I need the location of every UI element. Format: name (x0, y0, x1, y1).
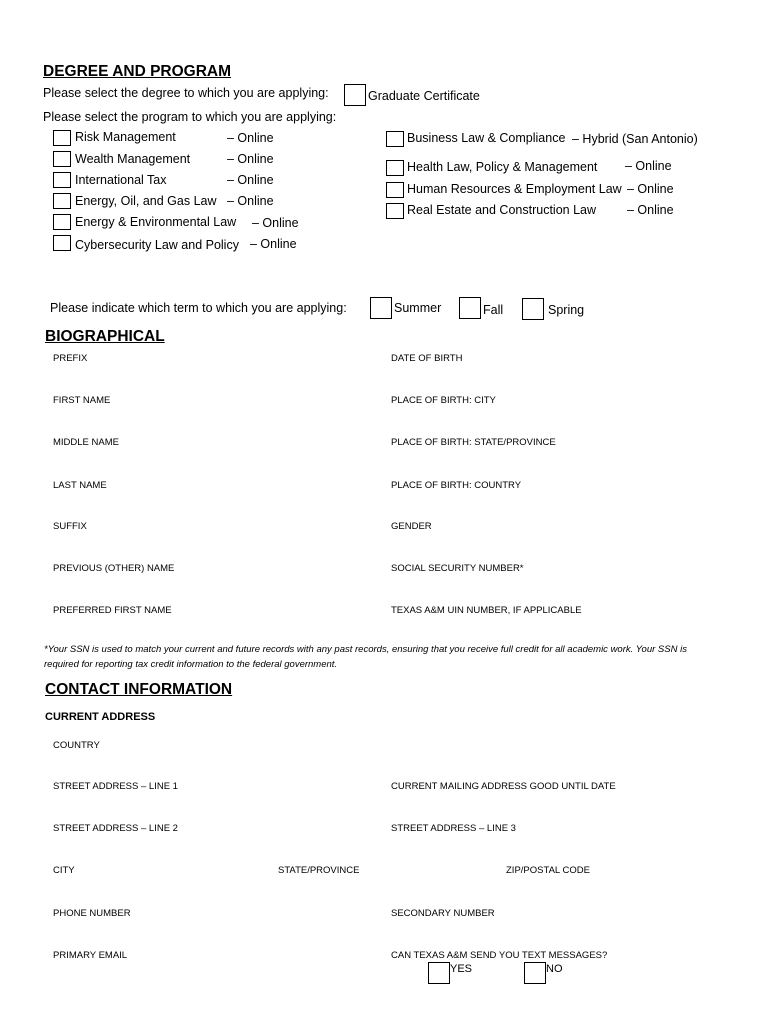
program-label: International Tax (75, 173, 167, 187)
first-name-field-label: FIRST NAME (53, 395, 111, 406)
text-messages-prompt: CAN TEXAS A&M SEND YOU TEXT MESSAGES? (391, 950, 608, 961)
uin-field-label: TEXAS A&M UIN NUMBER, IF APPLICABLE (391, 605, 582, 616)
gender-field-label: GENDER (391, 521, 432, 532)
program-checkbox-business-law[interactable] (386, 131, 404, 147)
biographical-heading: BIOGRAPHICAL (45, 328, 165, 345)
program-checkbox-human-resources[interactable] (386, 182, 404, 198)
term-checkbox-spring[interactable] (522, 298, 544, 320)
phone-field-label: PHONE NUMBER (53, 908, 131, 919)
text-no-checkbox[interactable] (524, 962, 546, 984)
birth-state-field-label: PLACE OF BIRTH: STATE/PROVINCE (391, 437, 556, 448)
program-suffix: – Online (627, 203, 674, 217)
term-prompt: Please indicate which term to which you are applying: (50, 301, 347, 315)
program-suffix: – Online (227, 194, 274, 208)
birth-city-field-label: PLACE OF BIRTH: CITY (391, 395, 496, 406)
term-label-fall: Fall (483, 303, 504, 317)
program-label: Cybersecurity Law and Policy (75, 238, 239, 252)
street-line1-field-label: STREET ADDRESS – LINE 1 (53, 781, 178, 792)
program-label: Wealth Management (75, 152, 191, 166)
date-of-birth-field-label: DATE OF BIRTH (391, 353, 463, 364)
street-line3-field-label: STREET ADDRESS – LINE 3 (391, 823, 516, 834)
program-label: Real Estate and Construction Law (407, 203, 596, 217)
program-checkbox-real-estate[interactable] (386, 203, 404, 219)
text-no-label: NO (546, 963, 563, 975)
program-checkbox-wealth-management[interactable] (53, 151, 71, 167)
program-suffix: – Online (627, 182, 674, 196)
term-label-spring: Spring (548, 303, 585, 317)
program-label: Risk Management (75, 130, 176, 144)
term-checkbox-fall[interactable] (459, 297, 481, 319)
program-checkbox-energy-environmental[interactable] (53, 214, 71, 230)
degree-program-heading: DEGREE AND PROGRAM (43, 63, 232, 80)
term-label-summer: Summer (394, 301, 442, 315)
suffix-field-label: SUFFIX (53, 521, 87, 532)
program-label: Business Law & Compliance (407, 131, 566, 145)
text-yes-checkbox[interactable] (428, 962, 450, 984)
program-suffix: – Online (227, 152, 274, 166)
ssn-field-label: SOCIAL SECURITY NUMBER* (391, 563, 524, 574)
program-label: Human Resources & Employment Law (407, 182, 622, 196)
program-checkbox-international-tax[interactable] (53, 172, 71, 188)
preferred-first-name-field-label: PREFERRED FIRST NAME (53, 605, 172, 616)
address-good-until-field-label: CURRENT MAILING ADDRESS GOOD UNTIL DATE (391, 781, 616, 792)
last-name-field-label: LAST NAME (53, 480, 107, 491)
state-province-field-label: STATE/PROVINCE (278, 865, 360, 876)
program-checkbox-health-law[interactable] (386, 160, 404, 176)
city-field-label: CITY (53, 865, 75, 876)
secondary-number-field-label: SECONDARY NUMBER (391, 908, 495, 919)
birth-country-field-label: PLACE OF BIRTH: COUNTRY (391, 480, 522, 491)
prefix-field-label: PREFIX (53, 353, 88, 364)
program-suffix: – Online (252, 216, 299, 230)
program-label: Energy & Environmental Law (75, 215, 237, 229)
graduate-certificate-label: Graduate Certificate (368, 89, 480, 103)
program-checkbox-energy-oil-gas[interactable] (53, 193, 71, 209)
program-label: Health Law, Policy & Management (407, 160, 598, 174)
country-field-label: COUNTRY (53, 740, 100, 751)
degree-prompt: Please select the degree to which you are applying: (43, 86, 329, 100)
program-suffix: – Online (250, 237, 297, 251)
contact-heading: CONTACT INFORMATION (45, 681, 233, 698)
previous-name-field-label: PREVIOUS (OTHER) NAME (53, 563, 175, 574)
current-address-subheading: CURRENT ADDRESS (45, 711, 156, 723)
term-checkbox-summer[interactable] (370, 297, 392, 319)
program-checkbox-cybersecurity[interactable] (53, 235, 71, 251)
program-label: Energy, Oil, and Gas Law (75, 194, 217, 208)
program-suffix: – Online (625, 159, 672, 173)
ssn-note: *Your SSN is used to match your current and future records with any past records, ensuring that you receive full credit for all academic work. Your SSN is required for reporting tax credit information to the federal government. (44, 644, 687, 670)
text-yes-label: YES (450, 963, 473, 975)
street-line2-field-label: STREET ADDRESS – LINE 2 (53, 823, 178, 834)
middle-name-field-label: MIDDLE NAME (53, 437, 119, 448)
program-checkbox-risk-management[interactable] (53, 130, 71, 146)
zip-field-label: ZIP/POSTAL CODE (506, 865, 590, 876)
program-prompt: Please select the program to which you are applying: (43, 110, 337, 124)
program-suffix: – Online (227, 173, 274, 187)
email-field-label: PRIMARY EMAIL (53, 950, 128, 961)
program-suffix: – Online (227, 131, 274, 145)
program-suffix: – Hybrid (San Antonio) (572, 132, 698, 146)
graduate-certificate-checkbox[interactable] (344, 84, 366, 106)
